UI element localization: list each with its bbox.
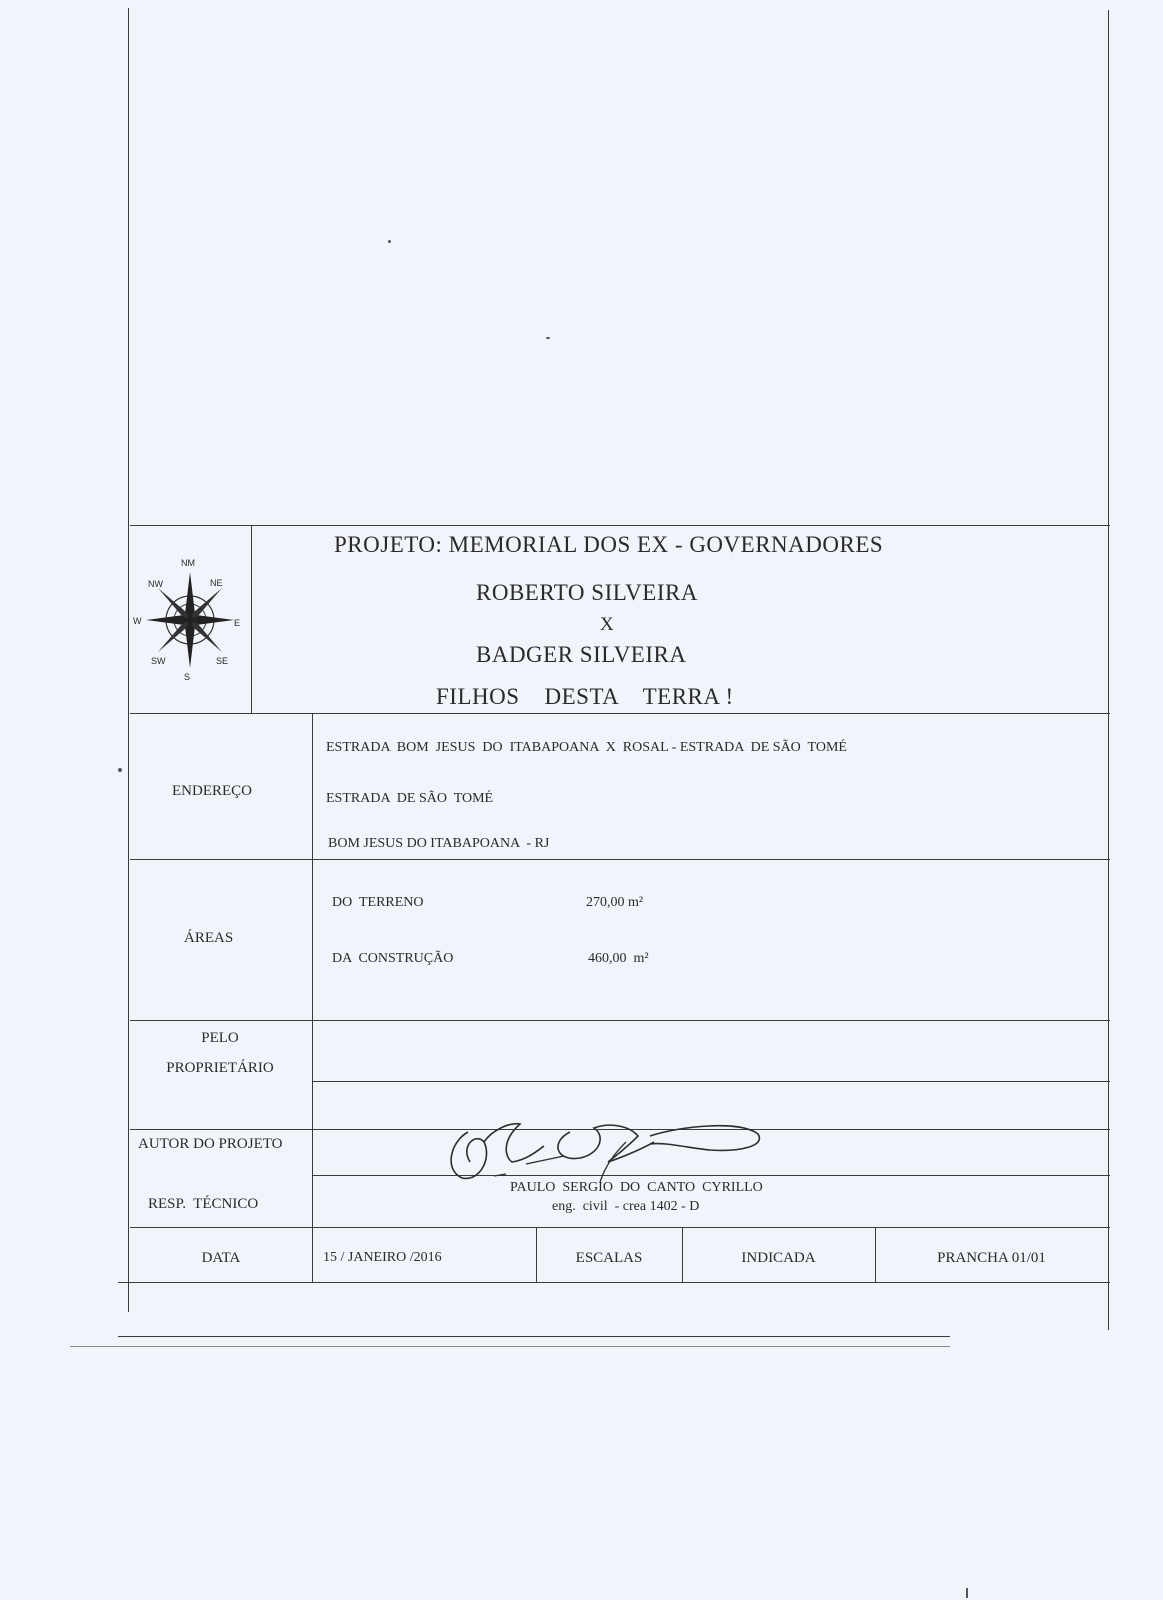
engineer-registration: eng. civil - crea 1402 - D [552,1199,700,1214]
project-separator: X [600,614,615,635]
areas-label: ÁREAS [184,930,234,946]
scan-speck [546,337,550,339]
scan-speck [118,768,122,772]
address-line-2: ESTRADA DE SÃO TOMÉ [326,791,494,806]
compass-label-e: E [234,618,241,628]
frame-left-border [128,8,129,1312]
project-subtitle: FILHOS DESTA TERRA ! [436,684,734,709]
compass-label-w: W [133,616,142,626]
author-label: AUTOR DO PROJETO [138,1136,283,1152]
terrain-label: DO TERRENO [332,895,424,910]
compass-label-se: SE [216,656,229,666]
compass-label-nm: NM [181,558,195,568]
compass-label-nw: NW [148,579,163,589]
project-name-2: BADGER SILVEIRA [476,642,687,667]
scale-label: ESCALAS [575,1250,643,1266]
date-value: 15 / JANEIRO /2016 [323,1250,442,1265]
terrain-value: 270,00 m² [586,895,644,910]
scan-speck [966,1588,968,1598]
owner-label-line-2: PROPRIETÁRIO [166,1060,274,1076]
compass-label-s: S [184,672,191,682]
project-title: PROJETO: MEMORIAL DOS EX - GOVERNADORES [334,532,884,557]
frame-right-border [1108,10,1109,1330]
owner-label-line-1: PELO [201,1030,239,1046]
compass-label-ne: NE [210,578,223,588]
date-label: DATA [201,1250,241,1266]
scale-value: INDICADA [741,1250,816,1266]
engineer-name: PAULO SERGIO DO CANTO CYRILLO [510,1180,763,1195]
sheet-number: PRANCHA 01/01 [937,1250,1046,1266]
address-label: ENDEREÇO [172,783,252,799]
resp-tecnico-label: RESP. TÉCNICO [148,1196,259,1212]
frame-bottom-border [118,1336,950,1337]
construction-label: DA CONSTRUÇÃO [332,951,454,966]
compass-rose [133,552,246,682]
compass-label-sw: SW [151,656,166,666]
project-name-1: ROBERTO SILVEIRA [476,580,698,605]
address-line-1: ESTRADA BOM JESUS DO ITABAPOANA X ROSAL - ESTRADA DE SÃO TOMÉ [326,740,847,755]
construction-value: 460,00 m² [588,951,649,966]
address-line-3: BOM JESUS DO ITABAPOANA - RJ [328,836,550,851]
scan-speck [388,240,391,243]
outer-rule [70,1346,950,1347]
